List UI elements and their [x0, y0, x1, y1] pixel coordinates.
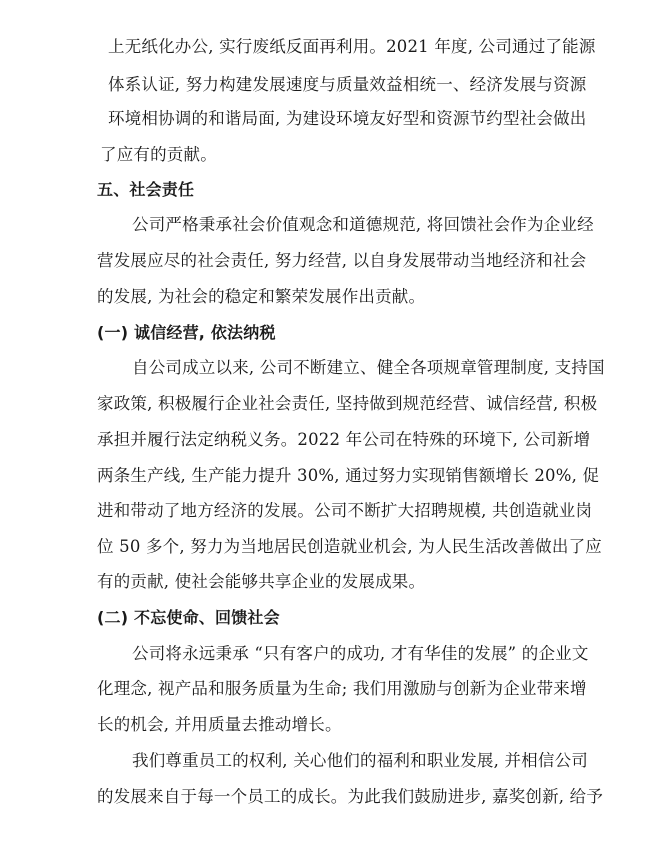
section-heading: 五、社会责任: [97, 180, 195, 199]
paragraph-line: 进和带动了地方经济的发展。公司不断扩大招聘规模, 共创造就业岗: [97, 501, 593, 520]
paragraph-line: 上无纸化办公, 实行废纸反面再利用。2021 年度, 公司通过了能源: [108, 37, 596, 56]
paragraph-line: 位 50 多个, 努力为当地居民创造就业机会, 为人民生活改善做出了应: [97, 537, 602, 556]
paragraph-line: 环境相协调的和谐局面, 为建设环境友好型和资源节约型社会做出: [108, 109, 587, 128]
paragraph-line: 的发展, 为社会的稳定和繁荣发展作出贡献。: [97, 287, 426, 306]
paragraph-line: 的发展来自于每一个员工的成长。为此我们鼓励进步, 嘉奖创新, 给予: [97, 787, 604, 806]
subsection-heading: (二) 不忘使命、回馈社会: [97, 608, 280, 627]
paragraph-line: 自公司成立以来, 公司不断建立、健全各项规章管理制度, 支持国: [132, 358, 605, 377]
paragraph-line: 公司严格秉承社会价值观念和道德规范, 将回馈社会作为企业经: [132, 215, 594, 234]
paragraph-line: 长的机会, 并用质量去推动增长。: [97, 715, 342, 734]
paragraph-line: 化理念, 视产品和服务质量为生命; 我们用激励与创新为企业带来增: [97, 679, 587, 698]
paragraph-line: 营发展应尽的社会责任, 努力经营, 以自身发展带动当地经济和社会: [97, 251, 587, 270]
paragraph-line: 体系认证, 努力构建发展速度与质量效益相统一、经济发展与资源: [108, 75, 587, 94]
paragraph-line: 承担并履行法定纳税义务。2022 年公司在特殊的环境下, 公司新增: [97, 430, 591, 449]
paragraph-line: 有的贡献, 使社会能够共享企业的发展成果。: [97, 572, 426, 591]
paragraph-line: 了应有的贡献。: [100, 145, 217, 164]
paragraph-line: 家政策, 积极履行企业社会责任, 坚持做到规范经营、诚信经营, 积极: [97, 394, 598, 413]
paragraph-line: 两条生产线, 生产能力提升 30%, 通过努力实现销售额增长 20%, 促: [97, 466, 600, 485]
paragraph-line: 我们尊重员工的权利, 关心他们的福利和职业发展, 并相信公司: [132, 751, 588, 770]
subsection-heading: (一) 诚信经营, 依法纳税: [97, 323, 276, 342]
paragraph-line: 公司将永远秉承 “只有客户的成功, 才有华佳的发展” 的企业文: [132, 644, 589, 663]
